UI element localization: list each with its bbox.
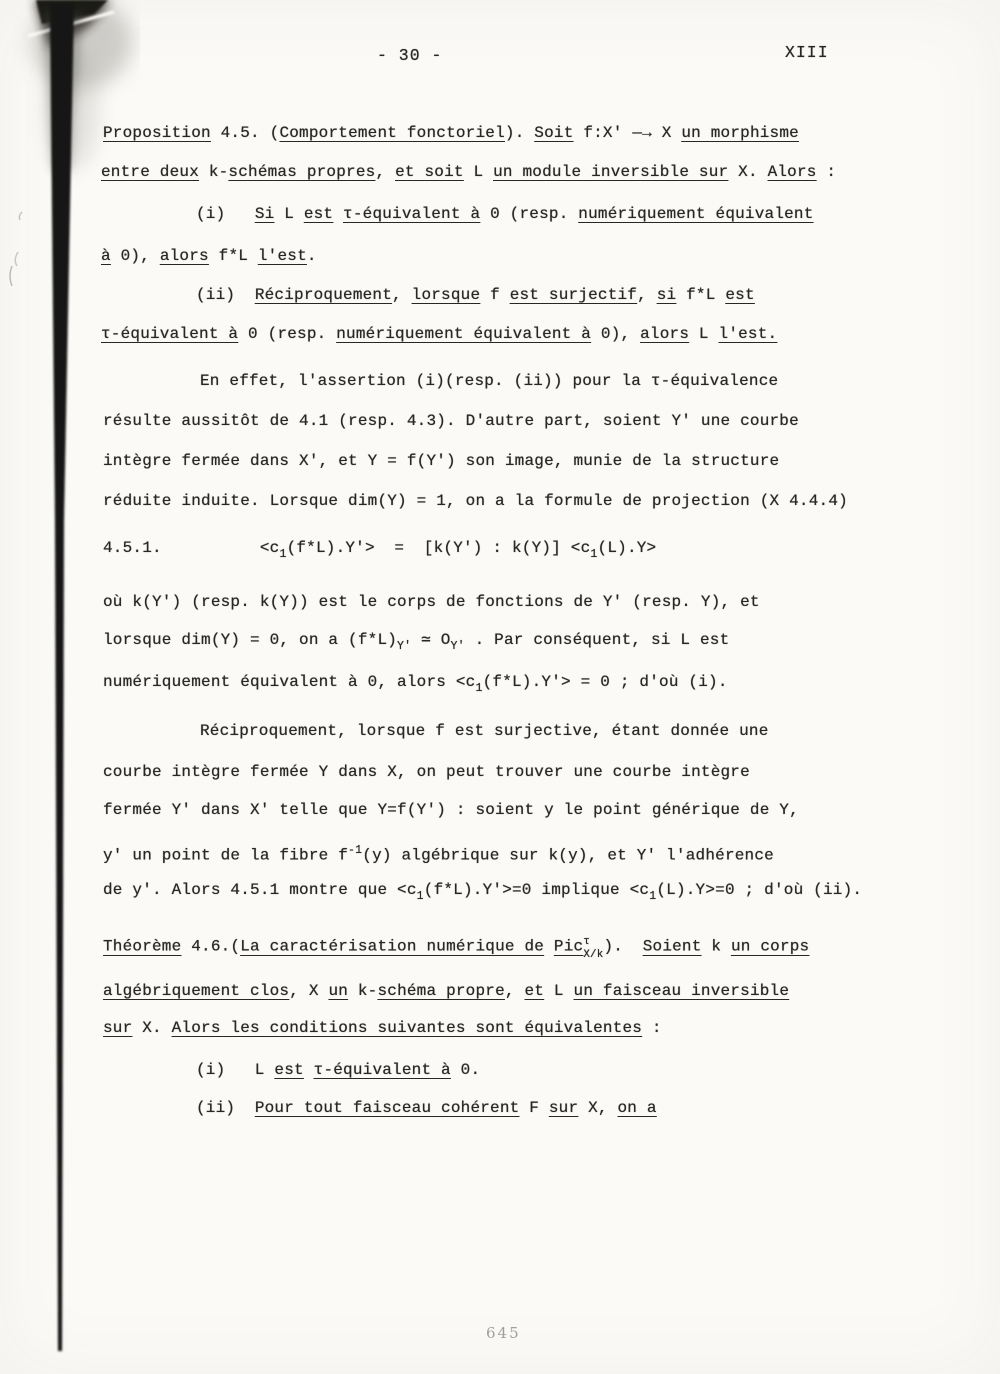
text-line [103,592,760,613]
text-run: 1 [649,890,657,904]
text-run: τ-équivalent à [343,205,481,223]
text-run: (ii) [196,286,255,304]
text-run: de y'. Alors 4.5.1 montre que <c [103,881,417,899]
text-run: f:X' [573,124,633,142]
text-line [103,762,750,783]
text-run [583,936,603,961]
text-run: -1 [348,844,363,857]
text-run: 0. [450,1061,481,1079]
text-run: réduite induite. Lorsque dim(Y) = 1, on a la formule de projection (X 4.4.4) [103,492,848,510]
text-run: algébriquement clos [103,982,290,1000]
text-run: lorsque dim(Y) = 0, on a (f*L) [103,631,398,649]
printed-page-number: 645 [486,1324,521,1342]
text-run: numériquement équivalent [578,205,814,223]
text-run: : [816,163,837,181]
text-run: L [274,205,304,223]
text-run: (i) [196,205,255,223]
text-run: X [651,124,682,142]
text-run: 4.5. ( [210,124,280,142]
text-run: . [306,247,317,265]
text-line [103,981,789,1002]
text-run: , [375,163,396,181]
text-run: ≃ O [411,631,451,649]
text-line [103,840,774,866]
stack-subscript: X/k [583,948,604,961]
text-run: , [504,982,525,1000]
text-run: fermée Y' dans X' telle que Y=f(Y') : soient y le point générique de Y, [103,801,799,819]
text-run: (ii) [196,1099,255,1117]
text-line [196,1060,480,1081]
stack-superscript: τ [583,936,591,948]
text-run: . Par conséquent, si L est [464,631,730,649]
text-line [103,800,799,821]
text-run: sur [548,1099,579,1117]
header-chapter-label: XIII [785,43,829,62]
text-run: —→ [632,124,652,142]
text-run: 0 (resp. [238,325,337,343]
text-run: Soient [642,937,702,956]
text-run: est [303,205,334,223]
text-line [103,630,729,657]
text-run: 4.5.1. [103,539,162,557]
text-line [196,1098,657,1119]
text-run: schémas propres [228,163,376,181]
text-run: f*L [208,247,258,265]
text-run: Si [254,205,275,223]
text-run: alors [159,247,209,265]
text-run: Soit [534,124,574,142]
text-run: L [544,982,574,1000]
text-run: Alors les conditions suivantes sont équivalentes [171,1019,643,1037]
text-run: (i) L [196,1061,275,1079]
text-run: L [463,163,494,181]
text-run: y' un point de la fibre f [103,846,349,865]
text-run: un corps [730,937,810,956]
text-run: lorsque [411,286,481,304]
text-run: est [274,1061,304,1079]
text-run: 1 [416,890,424,904]
text-run: F [519,1099,549,1117]
text-run: un morphisme [681,124,799,142]
text-run: numériquement équivalent à 0, alors <c [103,673,476,691]
text-run: (f*L).Y'>=0 implique <c [423,881,650,899]
text-run: Y' [450,640,465,654]
text-line [103,538,656,565]
text-line [103,672,728,699]
text-run [304,1061,314,1079]
text-run: Théorème [103,937,182,956]
text-run: un module inversible sur [493,163,729,181]
text-run: Pour tout faisceau cohérent [254,1099,520,1117]
text-run: l'est. [718,325,778,343]
text-run: X, [578,1099,618,1117]
text-run: X. [728,163,768,181]
text-run: Réciproquement, lorsque f est surjective, étant donnée une [200,722,769,740]
text-line [196,285,755,306]
text-run: alors [640,325,690,343]
text-run: (L).Y> [597,539,657,557]
text-run: ). [603,937,643,956]
text-run: , X [289,982,329,1000]
text-run: τ-équivalent à [101,325,239,343]
text-run: est [725,286,755,304]
text-run: Proposition [103,124,211,142]
text-run: si [656,286,677,304]
text-run: Réciproquement [254,286,393,304]
text-run: 1 [279,548,287,562]
text-run: f*L [676,286,726,304]
text-line [103,123,799,144]
text-line [101,162,836,183]
text-line [103,1018,662,1039]
text-run: En effet, l'assertion (i)(resp. (ii)) pour la τ-équivalence [200,372,779,390]
text-run: courbe intègre fermée Y dans X, on peut trouver une courbe intègre [103,763,750,781]
text-line [101,246,317,267]
text-run: ). [504,124,535,142]
text-run: : [642,1019,662,1037]
text-line [103,411,799,432]
text-run: où k(Y') (resp. k(Y)) est le corps de fonctions de Y' (resp. Y), et [103,593,760,611]
text-run: et [524,982,545,1000]
text-run: f [480,286,510,304]
text-line [103,491,848,512]
text-run: numériquement équivalent à [336,325,592,343]
text-run: 1 [590,548,598,562]
text-run: sur [103,1019,133,1037]
text-run: Comportement fonctoriel [279,124,505,142]
text-run: 4.6.( [181,937,241,956]
text-run: k- [199,163,229,181]
text-run: (f*L).Y'> = [k(Y') : k(Y)] <c [286,539,591,557]
text-run: schéma propre [377,982,505,1000]
text-run: (L).Y>=0 ; d'où (ii). [656,881,863,899]
text-line [103,936,809,961]
text-line [200,721,769,742]
text-run: résulte aussitôt de 4.1 (resp. 4.3). D'autre part, soient Y' une courbe [103,412,799,430]
text-line [101,324,777,345]
text-run: l'est [257,247,307,265]
text-run: L [689,325,719,343]
text-run: (f*L).Y'> = 0 ; d'où (i). [482,673,728,691]
header-page-label: - 30 - [377,46,443,65]
text-run: <c [259,539,280,557]
text-run: 0), [110,247,160,265]
text-run: τ-équivalent à [313,1061,451,1079]
text-run [162,539,260,557]
text-run: on a [617,1099,657,1117]
text-run: Pic [553,937,584,956]
text-run: k [701,937,731,956]
text-run: (y) algébrique sur k(y), et Y' l'adhérence [362,846,774,865]
text-run: 0 (resp. [480,205,579,223]
text-run: un [328,982,349,1000]
text-run: Y' [397,640,412,654]
text-run: Alors [767,163,817,181]
text-line [103,880,862,907]
text-run [544,938,554,956]
text-run: k- [348,982,378,1000]
text-run: un faisceau inversible [573,982,790,1000]
text-run: 0), [591,325,641,343]
text-run: , [637,286,657,304]
text-line [103,451,779,472]
text-run: à [101,247,111,265]
text-run [333,205,343,223]
text-run: intègre fermée dans X', et Y = f(Y') son image, munie de la structure [103,452,780,470]
text-run: entre deux [101,163,200,181]
text-run: , [392,286,412,304]
text-run: X. [132,1019,172,1037]
text-run: est surjectif [509,286,638,304]
text-run: La caractérisation numérique de [240,937,545,956]
text-run: 1 [475,682,483,696]
text-run: et soit [395,163,464,181]
text-line [196,204,814,225]
text-line [200,371,778,392]
